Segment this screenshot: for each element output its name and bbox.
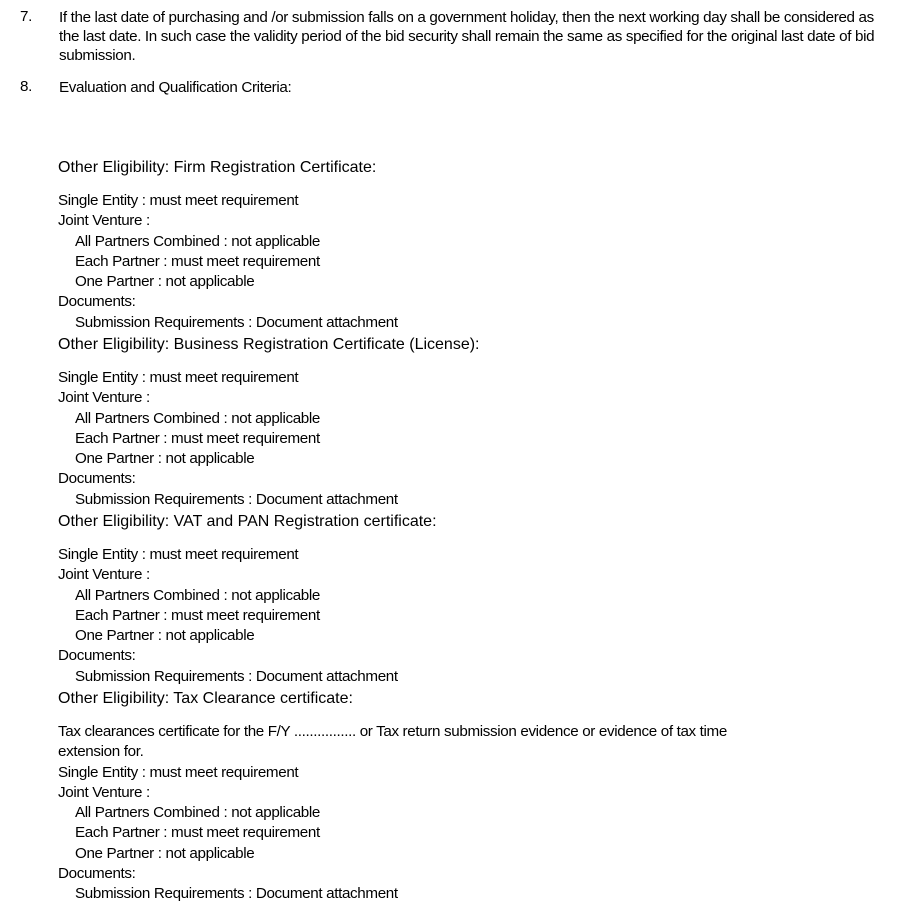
joint-venture-label: Joint Venture :	[58, 389, 150, 406]
each-partner-line: Each Partner : must meet requirement	[75, 253, 320, 270]
section-heading: Other Eligibility: Business Registration Certificate (License):	[58, 336, 480, 353]
single-entity-line: Single Entity : must meet requirement	[58, 192, 299, 209]
single-entity-line: Single Entity : must meet requirement	[58, 764, 299, 781]
section-heading: Other Eligibility: Tax Clearance certificate:	[58, 690, 353, 707]
documents-label: Documents:	[58, 865, 136, 882]
submission-requirements-line: Submission Requirements : Document attachment	[75, 885, 398, 902]
one-partner-line: One Partner : not applicable	[75, 627, 255, 644]
item-number: 8.	[20, 78, 32, 95]
all-partners-line: All Partners Combined : not applicable	[75, 587, 321, 604]
item-8-text: Evaluation and Qualification Criteria:	[59, 79, 292, 96]
joint-venture-label: Joint Venture :	[58, 212, 150, 229]
single-entity-line: Single Entity : must meet requirement	[58, 369, 299, 386]
documents-label: Documents:	[58, 470, 136, 487]
joint-venture-label: Joint Venture :	[58, 784, 150, 801]
submission-requirements-line: Submission Requirements : Document attachment	[75, 491, 398, 508]
item-number: 7.	[20, 8, 32, 25]
all-partners-line: All Partners Combined : not applicable	[75, 233, 321, 250]
description-line: Tax clearances certificate for the F/Y ................ or Tax return submission evidence or evidence of tax time	[58, 723, 727, 740]
each-partner-line: Each Partner : must meet requirement	[75, 607, 320, 624]
item-7-text: If the last date of purchasing and /or submission falls on a government holiday, then the next working day shall be considered as the last date. In such case the validity period of the bid security shall remain the same as specified for the original last date of bid submission.	[59, 9, 875, 64]
documents-label: Documents:	[58, 647, 136, 664]
section-heading: Other Eligibility: VAT and PAN Registration certificate:	[58, 513, 437, 530]
one-partner-line: One Partner : not applicable	[75, 273, 255, 290]
single-entity-line: Single Entity : must meet requirement	[58, 546, 299, 563]
joint-venture-label: Joint Venture :	[58, 566, 150, 583]
section-heading: Other Eligibility: Firm Registration Certificate:	[58, 159, 377, 176]
description-line: extension for.	[58, 743, 144, 760]
one-partner-line: One Partner : not applicable	[75, 450, 255, 467]
all-partners-line: All Partners Combined : not applicable	[75, 804, 321, 821]
one-partner-line: One Partner : not applicable	[75, 845, 255, 862]
each-partner-line: Each Partner : must meet requirement	[75, 430, 320, 447]
all-partners-line: All Partners Combined : not applicable	[75, 410, 321, 427]
documents-label: Documents:	[58, 293, 136, 310]
each-partner-line: Each Partner : must meet requirement	[75, 824, 320, 841]
submission-requirements-line: Submission Requirements : Document attachment	[75, 668, 398, 685]
submission-requirements-line: Submission Requirements : Document attachment	[75, 314, 398, 331]
